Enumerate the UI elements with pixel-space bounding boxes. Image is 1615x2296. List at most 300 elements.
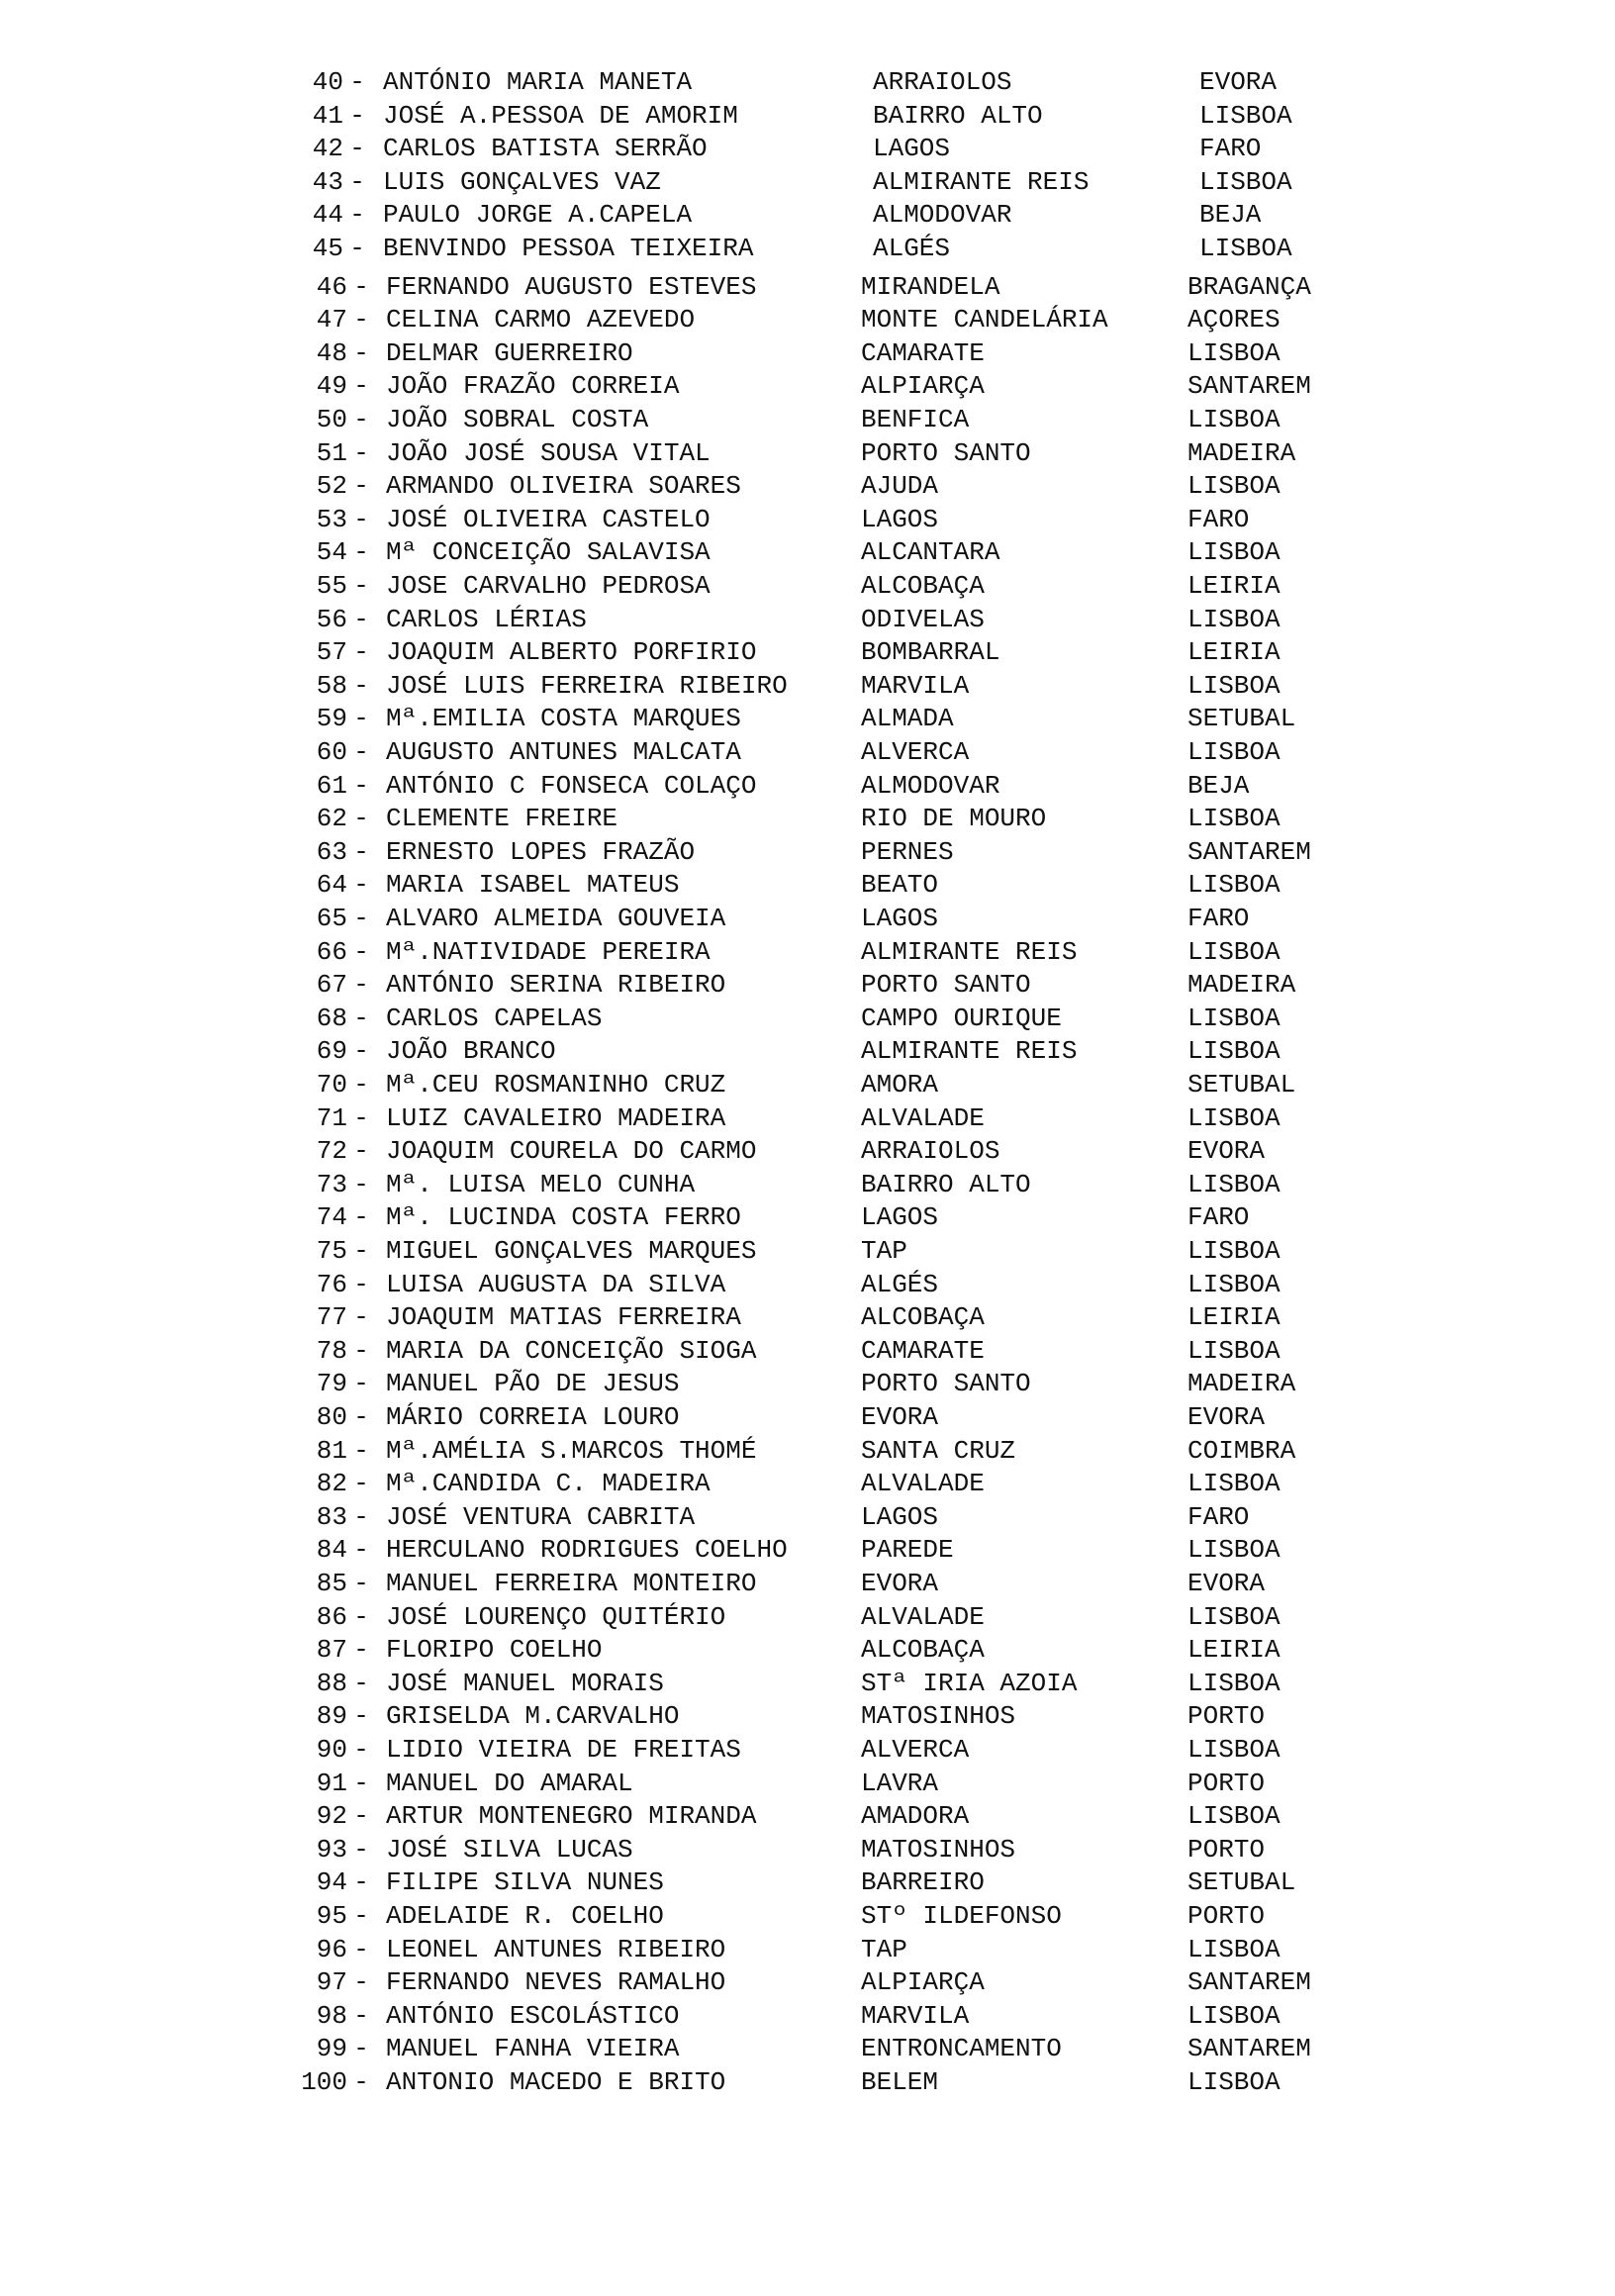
entry-name: JOSE CARVALHO PEDROSA [386,571,711,601]
entry-locality: LAVRA [861,1768,939,1798]
entry-separator: - [353,1801,369,1832]
entry-district: LEIRIA [1188,571,1281,601]
entry-district: LEIRIA [1188,637,1281,668]
list-item [0,670,1615,703]
list-item [0,703,1615,735]
list-item [0,2033,1615,2065]
entry-name: CLEMENTE FREIRE [386,804,618,834]
entry-number: 71 [316,1102,347,1133]
entry-number: 59 [316,704,347,734]
entry-name: JOAQUIM COURELA DO CARMO [386,1136,757,1167]
entry-district: LISBOA [1188,1535,1281,1566]
entry-separator: - [353,1236,369,1266]
entry-locality: BARREIRO [861,1867,985,1898]
list-item [0,1834,1615,1866]
entry-district: BRAGANÇA [1188,271,1311,302]
entry-name: ANTÓNIO C FONSECA COLAÇO [386,770,757,801]
entry-locality: TAP [861,1236,907,1266]
entry-locality: RIO DE MOURO [861,804,1047,834]
entry-number: 99 [316,2034,347,2064]
entry-locality: CAMPO OURIQUE [861,1003,1062,1033]
entry-locality: ALVERCA [861,737,970,767]
entry-district: MADEIRA [1188,437,1296,468]
list-item [0,271,1615,304]
entry-name: Mª CONCEIÇÃO SALAVISA [386,537,711,568]
entry-district: FARO [1188,1202,1250,1233]
entry-separator: - [353,337,369,368]
list-item [0,404,1615,436]
entry-number: 89 [316,1701,347,1732]
list-item [0,470,1615,503]
entry-name: JOAQUIM ALBERTO PORFIRIO [386,637,757,668]
entry-name: LUIS GONÇALVES VAZ [383,166,661,197]
entry-separator: - [353,1668,369,1698]
entry-number: 78 [316,1335,347,1366]
entry-name: JOSÉ VENTURA CABRITA [386,1501,696,1532]
entry-number: 55 [316,571,347,601]
list-item [0,1435,1615,1468]
entry-district: LISBOA [1188,1003,1281,1033]
entry-name: JOÃO FRAZÃO CORREIA [386,371,680,402]
entry-name: LUISA AUGUSTA DA SILVA [386,1269,726,1299]
list-item [0,1601,1615,1634]
entry-number: 74 [316,1202,347,1233]
entry-separator: - [353,704,369,734]
entry-name: PAULO JORGE A.CAPELA [383,200,693,231]
entry-locality: MIRANDELA [861,271,1000,302]
entry-district: LISBOA [1199,100,1292,131]
entry-locality: BAIRRO ALTO [861,1169,1031,1199]
list-item [0,133,1615,165]
entry-locality: ALCANTARA [861,537,1000,568]
entry-district: AÇORES [1188,305,1281,335]
entry-locality: BAIRRO ALTO [873,100,1043,131]
entry-district: SANTAREM [1188,1967,1311,1998]
entry-number: 87 [316,1635,347,1666]
entry-locality: ARRAIOLOS [873,67,1012,97]
entry-locality: ODIVELAS [861,604,985,634]
entry-number: 40 [312,67,343,97]
entry-separator: - [349,67,365,97]
entry-number: 70 [316,1070,347,1100]
entry-separator: - [353,737,369,767]
entry-separator: - [353,1901,369,1931]
entry-locality: BENFICA [861,405,970,434]
entry-separator: - [353,1169,369,1199]
entry-name: MANUEL DO AMARAL [386,1768,633,1798]
entry-number: 51 [316,437,347,468]
entry-number: 43 [312,166,343,197]
entry-separator: - [353,1768,369,1798]
entry-separator: - [349,234,365,263]
entry-separator: - [353,1934,369,1964]
entry-number: 97 [316,1967,347,1998]
entry-district: PORTO [1188,1701,1266,1732]
entry-locality: BELEM [861,2067,939,2097]
entry-locality: LAGOS [861,1202,939,1233]
list-item [0,1501,1615,1534]
entry-separator: - [353,1601,369,1632]
list-item [0,304,1615,336]
list-item [0,1401,1615,1434]
entry-number: 60 [316,737,347,767]
entry-name: Mª.AMÉLIA S.MARCOS THOMÉ [386,1435,757,1466]
entry-number: 56 [316,604,347,634]
entry-name: BENVINDO PESSOA TEIXEIRA [383,234,754,263]
entry-name: ARTUR MONTENEGRO MIRANDA [386,1801,757,1832]
entry-separator: - [353,1635,369,1666]
list-item [0,1866,1615,1899]
entry-district: FARO [1188,1501,1250,1532]
entry-name: JOSÉ LOURENÇO QUITÉRIO [386,1601,726,1632]
entry-separator: - [353,371,369,402]
entry-separator: - [353,1036,369,1067]
list-item [0,337,1615,370]
entry-number: 66 [316,936,347,967]
entry-district: LISBOA [1188,1934,1281,1964]
entry-number: 58 [316,670,347,701]
entry-locality: ALGÉS [873,234,951,263]
entry-district: FARO [1199,134,1262,164]
entry-locality: ALVALADE [861,1469,985,1499]
entry-name: MANUEL FANHA VIEIRA [386,2034,680,2064]
entry-locality: AJUDA [861,471,939,502]
entry-name: DELMAR GUERREIRO [386,337,633,368]
entry-separator: - [353,604,369,634]
entry-name: CELINA CARMO AZEVEDO [386,305,696,335]
entry-district: LISBOA [1188,471,1281,502]
list-item [0,1301,1615,1334]
entry-separator: - [353,1302,369,1333]
entry-district: PORTO [1188,1768,1266,1798]
entry-number: 54 [316,537,347,568]
list-item [0,1003,1615,1035]
entry-district: LISBOA [1188,1735,1281,1765]
entry-locality: MATOSINHOS [861,1701,1016,1732]
entry-district: LISBOA [1188,604,1281,634]
entry-separator: - [353,1136,369,1167]
entry-district: LISBOA [1188,337,1281,368]
entry-separator: - [353,1469,369,1499]
entry-district: SANTAREM [1188,836,1311,867]
entry-locality: PORTO SANTO [861,970,1031,1001]
entry-number: 92 [316,1801,347,1832]
list-item [0,504,1615,536]
entry-name: Mª.NATIVIDADE PEREIRA [386,936,711,967]
entry-separator: - [353,1701,369,1732]
entry-separator: - [353,804,369,834]
list-item [0,166,1615,199]
entry-separator: - [353,637,369,668]
entry-locality: ALPIARÇA [861,1967,985,1998]
entry-name: ANTÓNIO MARIA MANETA [383,67,693,97]
entry-locality: MONTE CANDELÁRIA [861,305,1108,335]
entry-locality: ALMIRANTE REIS [861,1036,1078,1067]
list-item [0,903,1615,935]
entry-number: 50 [316,405,347,434]
entry-name: ADELAIDE R. COELHO [386,1901,664,1931]
entry-number: 44 [312,200,343,231]
entry-locality: EVORA [861,1402,939,1432]
entry-name: ARMANDO OLIVEIRA SOARES [386,471,741,502]
list-item [0,1269,1615,1301]
entry-name: HERCULANO RODRIGUES COELHO [386,1535,788,1566]
entry-locality: ALMODOVAR [861,770,1000,801]
entry-district: LISBOA [1188,1668,1281,1698]
list-item [0,1534,1615,1567]
entry-district: LISBOA [1188,1801,1281,1832]
list-item [0,1800,1615,1833]
entry-number: 96 [316,1934,347,1964]
entry-number: 83 [316,1501,347,1532]
entry-name: Mª. LUCINDA COSTA FERRO [386,1202,741,1233]
entry-name: ALVARO ALMEIDA GOUVEIA [386,904,726,933]
entry-district: LISBOA [1188,2000,1281,2031]
entry-separator: - [353,936,369,967]
entry-separator: - [353,1735,369,1765]
entry-name: MANUEL FERREIRA MONTEIRO [386,1569,757,1598]
list-item [0,1734,1615,1767]
entry-name: JOSÉ MANUEL MORAIS [386,1668,664,1698]
entry-locality: EVORA [861,1569,939,1598]
entry-locality: ARRAIOLOS [861,1136,1000,1167]
entry-number: 68 [316,1003,347,1033]
entry-district: MADEIRA [1188,1369,1296,1399]
entry-district: LISBOA [1188,1169,1281,1199]
entry-number: 63 [316,836,347,867]
entry-separator: - [353,1834,369,1865]
entry-locality: ALPIARÇA [861,371,985,402]
entry-district: LEIRIA [1188,1635,1281,1666]
entry-district: LISBOA [1188,1036,1281,1067]
entry-locality: AMORA [861,1070,939,1100]
entry-number: 86 [316,1601,347,1632]
entry-separator: - [353,870,369,901]
list-item [0,1335,1615,1368]
entry-district: PORTO [1188,1901,1266,1931]
list-item [0,1201,1615,1234]
entry-number: 80 [316,1402,347,1432]
entry-district: LISBOA [1188,1335,1281,1366]
entry-number: 98 [316,2000,347,2031]
entry-separator: - [353,2034,369,2064]
entry-number: 42 [312,134,343,164]
entry-number: 84 [316,1535,347,1566]
entry-locality: ALVERCA [861,1735,970,1765]
list-item [0,836,1615,869]
entry-number: 82 [316,1469,347,1499]
entry-locality: MATOSINHOS [861,1834,1016,1865]
list-item [0,66,1615,99]
list-item [0,100,1615,133]
entry-district: BEJA [1188,770,1250,801]
entry-name: ERNESTO LOPES FRAZÃO [386,836,696,867]
entry-district: LISBOA [1188,1469,1281,1499]
list-item [0,199,1615,232]
entry-name: MIGUEL GONÇALVES MARQUES [386,1236,757,1266]
entry-number: 62 [316,804,347,834]
list-item [0,1368,1615,1400]
list-item [0,536,1615,569]
entry-separator: - [353,1569,369,1598]
entry-locality: ALMADA [861,704,954,734]
entry-name: GRISELDA M.CARVALHO [386,1701,680,1732]
list-item [0,1934,1615,1966]
entry-name: JOSÉ A.PESSOA DE AMORIM [383,100,738,131]
list-item [0,1235,1615,1268]
list-item [0,1634,1615,1667]
entry-separator: - [349,134,365,164]
entry-locality: ALCOBAÇA [861,571,985,601]
entry-number: 76 [316,1269,347,1299]
list-item [0,936,1615,969]
entry-number: 88 [316,1668,347,1698]
entry-separator: - [353,2000,369,2031]
entry-locality: LAGOS [873,134,951,164]
entry-number: 45 [312,234,343,263]
entry-locality: BOMBARRAL [861,637,1000,668]
entry-number: 77 [316,1302,347,1333]
entry-separator: - [353,1967,369,1998]
list-item [0,1966,1615,1999]
entry-number: 94 [316,1867,347,1898]
entry-separator: - [353,271,369,302]
entry-locality: PERNES [861,836,954,867]
entry-number: 93 [316,1834,347,1865]
entry-number: 41 [312,100,343,131]
entry-district: LISBOA [1188,1236,1281,1266]
list-item [0,1169,1615,1201]
list-item [0,1568,1615,1600]
entry-locality: LAGOS [861,1501,939,1532]
entry-locality: TAP [861,1934,907,1964]
entry-locality: AMADORA [861,1801,970,1832]
entry-separator: - [353,571,369,601]
entry-locality: ALMIRANTE REIS [861,936,1078,967]
entry-name: ANTONIO MACEDO E BRITO [386,2067,726,2097]
list-item [0,803,1615,835]
entry-separator: - [349,200,365,231]
entry-number: 67 [316,970,347,1001]
list-item [0,869,1615,902]
list-item [0,233,1615,265]
entry-name: ANTÓNIO ESCOLÁSTICO [386,2000,680,2031]
entry-district: EVORA [1188,1136,1266,1167]
entry-district: LISBOA [1188,537,1281,568]
entry-name: JOSÉ SILVA LUCAS [386,1834,633,1865]
entry-district: FARO [1188,504,1250,534]
entry-locality: ALCOBAÇA [861,1302,985,1333]
list-item [0,2066,1615,2099]
entry-number: 49 [316,371,347,402]
entry-locality: PAREDE [861,1535,954,1566]
entry-name: LIDIO VIEIRA DE FREITAS [386,1735,741,1765]
entry-district: SANTAREM [1188,371,1311,402]
entry-locality: BEATO [861,870,939,901]
entry-district: LISBOA [1188,1102,1281,1133]
entry-name: JOÃO BRANCO [386,1036,556,1067]
list-item [0,437,1615,470]
entry-name: AUGUSTO ANTUNES MALCATA [386,737,741,767]
entry-separator: - [353,670,369,701]
entry-name: ANTÓNIO SERINA RIBEIRO [386,970,726,1001]
entry-separator: - [353,2067,369,2097]
list-item [0,1135,1615,1168]
entry-district: BEJA [1199,200,1262,231]
entry-separator: - [353,1435,369,1466]
entry-number: 75 [316,1236,347,1266]
entry-separator: - [353,1535,369,1566]
entry-district: COIMBRA [1188,1435,1296,1466]
entry-number: 95 [316,1901,347,1931]
entry-separator: - [353,1269,369,1299]
entry-number: 73 [316,1169,347,1199]
entry-locality: PORTO SANTO [861,1369,1031,1399]
list-item [0,1900,1615,1933]
entry-separator: - [353,970,369,1001]
entry-locality: PORTO SANTO [861,437,1031,468]
entry-district: LEIRIA [1188,1302,1281,1333]
entry-separator: - [353,471,369,502]
entry-locality: SANTA CRUZ [861,1435,1016,1466]
entry-district: LISBOA [1188,1601,1281,1632]
entry-separator: - [353,1102,369,1133]
entry-name: JOÃO SOBRAL COSTA [386,405,649,434]
entry-separator: - [353,1369,369,1399]
list-item [0,1035,1615,1068]
entry-name: FILIPE SILVA NUNES [386,1867,664,1898]
entry-separator: - [353,1867,369,1898]
entry-district: LISBOA [1199,166,1292,197]
entry-separator: - [353,504,369,534]
entry-district: EVORA [1188,1402,1266,1432]
entry-separator: - [349,100,365,131]
entry-locality: LAGOS [861,504,939,534]
entry-district: LISBOA [1188,670,1281,701]
entry-district: LISBOA [1188,737,1281,767]
entry-locality: MARVILA [861,670,970,701]
entry-number: 72 [316,1136,347,1167]
entry-number: 53 [316,504,347,534]
entry-name: MÁRIO CORREIA LOURO [386,1402,680,1432]
list-item [0,604,1615,636]
entry-separator: - [353,1501,369,1532]
entry-district: LISBOA [1199,234,1292,263]
entry-number: 79 [316,1369,347,1399]
entry-district: LISBOA [1188,2067,1281,2097]
entry-name: CARLOS BATISTA SERRÃO [383,134,708,164]
entry-district: EVORA [1199,67,1278,97]
entry-number: 57 [316,637,347,668]
entry-name: MARIA DA CONCEIÇÃO SIOGA [386,1335,757,1366]
entry-separator: - [353,1202,369,1233]
entry-locality: ENTRONCAMENTO [861,2034,1062,2064]
list-item [0,1468,1615,1500]
entry-name: Mª. LUISA MELO CUNHA [386,1169,696,1199]
entry-locality: STº ILDEFONSO [861,1901,1062,1931]
entry-number: 85 [316,1569,347,1598]
entry-name: JOSÉ OLIVEIRA CASTELO [386,504,711,534]
entry-district: LISBOA [1188,1269,1281,1299]
entry-name: MANUEL PÃO DE JESUS [386,1369,680,1399]
entry-number: 65 [316,904,347,933]
entry-locality: CAMARATE [861,1335,985,1366]
entry-separator: - [353,1402,369,1432]
entry-name: JOAQUIM MATIAS FERREIRA [386,1302,741,1333]
entry-locality: ALVALADE [861,1102,985,1133]
list-item [0,1069,1615,1101]
entry-number: 64 [316,870,347,901]
